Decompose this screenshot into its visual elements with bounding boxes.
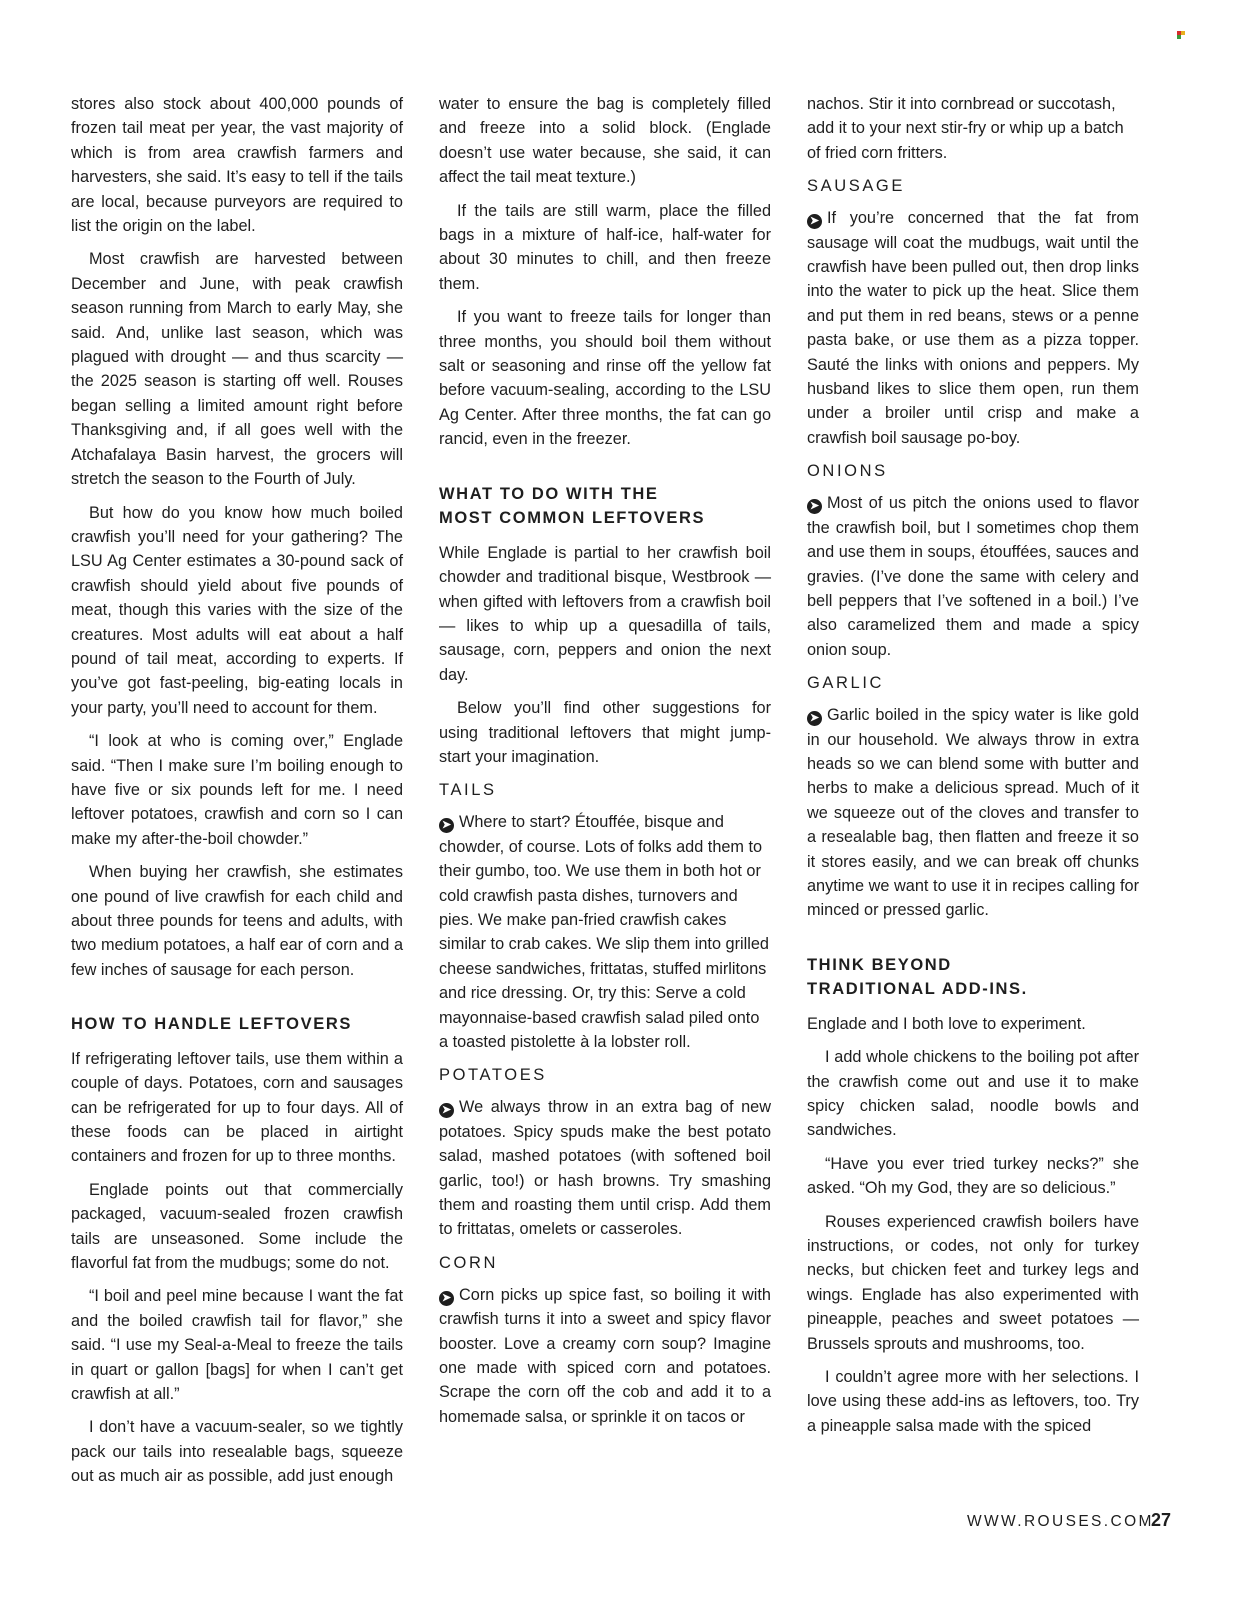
subheading-sausage: SAUSAGE [807,177,905,196]
heading-line: THINK BEYOND [807,955,952,974]
subheading-potatoes: POTATOES [439,1066,547,1085]
paragraph: I don’t have a vacuum-sealer, so we tightly pack our tails into resealable bags, squeeze out as much air as possible, add just enough [71,1418,403,1486]
color-squares-logo-icon [1177,31,1185,39]
paragraph: Englade points out that commercially packaged, vacuum-sealed frozen crawfish tails are unseasoned. Some include the flavorful fat from the mudbugs; some do not. [71,1180,403,1272]
heading-line: TRADITIONAL ADD-INS. [807,980,1028,999]
paragraph: If you want to freeze tails for longer than three months, you should boil them without salt or seasoning and rinse off the yellow fat before vacuum-sealing, according to the LSU Ag Center. After three months, the fat can go rancid, even in the freezer. [439,308,771,449]
arrow-circle-icon: ➤ [439,1103,454,1118]
quote-paragraph: “I boil and peel mine because I want the fat and the boiled crawfish tail for flavor,” she said. “I use my Seal-a-Meal to freeze the tails in quart or gallon [bags] for when I can’t get crawfish at all.” [71,1287,403,1403]
onions-paragraph [807,491,1139,662]
section-heading: HOW TO HANDLE LEFTOVERS [71,1015,352,1034]
paragraph: Below you’ll find other suggestions for using traditional leftovers that might jump-start your imagination. [439,699,771,766]
garlic-paragraph [807,703,1139,923]
paragraph: water to ensure the bag is completely filled and freeze into a solid block. (Englade doesn’t use water because, she said, it can affect the tail meat texture.) [439,95,771,187]
arrow-circle-icon: ➤ [807,499,822,514]
section-heading [439,482,771,531]
subheading-tails: TAILS [439,781,497,800]
corn-text: Corn picks up spice fast, so boiling it with crawfish turns it into a sweet and spicy flavor booster. Love a creamy corn soup? Imagine one made with spiced corn and potatoes. Scrape the corn off the cob and add it to a homemade salsa, or sprinkle it on tacos or [439,1285,771,1426]
column-3 [807,92,1139,1447]
paragraph: I couldn’t agree more with her selections. I love using these add-ins as leftovers, too. Try a pineapple salsa made with the spiced [807,1368,1139,1435]
paragraph: nachos. Stir it into cornbread or succotash, add it to your next stir-fry or whip up a batch of fried corn fritters. [807,95,1124,162]
heading-line: WHAT TO DO WITH THE [439,484,659,503]
corn-paragraph [439,1283,771,1429]
paragraph: Rouses experienced crawfish boilers have instructions, or codes, not only for turkey necks, but chicken feet and turkey legs and wings. Englade has also experimented with pineapple, peaches and sweet potatoes — Brussels sprouts and mushrooms, too. [807,1212,1139,1353]
arrow-circle-icon: ➤ [439,1291,454,1306]
section-heading [807,953,1139,1002]
arrow-circle-icon: ➤ [807,711,822,726]
page-number: 27 [1151,1510,1172,1530]
potatoes-paragraph [439,1095,771,1241]
paragraph: When buying her crawfish, she estimates one pound of live crawfish for each child and about three pounds for teens and adults, with two medium potatoes, a half ear of corn and a few inches of sausage for each person. [71,863,403,979]
paragraph: I add whole chickens to the boiling pot after the crawfish come out and use it to make spicy chicken salad, noodle bowls and sandwiches. [807,1048,1139,1140]
paragraph: If the tails are still warm, place the filled bags in a mixture of half-ice, half-water for about 30 minutes to chill, and then freeze them. [439,201,771,293]
potatoes-text: We always throw in an extra bag of new potatoes. Spicy spuds make the best potato salad, mashed potatoes (with softened boil garlic, too!) or hash browns. Try smashing them and roasting them until crisp. Add them to frittatas, omelets or casseroles. [439,1098,771,1239]
tails-paragraph [439,810,771,1054]
subheading-corn: CORN [439,1253,498,1272]
sausage-text: If you’re concerned that the fat from sausage will coat the mudbugs, wait until the crawfish have been pulled out, then drop links into the water to pick up the heat. Slice them and put them in red beans, stews or a penne pasta bake, or use them as a pizza topper. Sauté the links with onions and peppers. My husband likes to slice them open, run them under a broiler until crisp and make a crawfish boil sausage po-boy. [807,209,1139,447]
arrow-circle-icon: ➤ [807,214,822,229]
arrow-circle-icon: ➤ [439,818,454,833]
subheading-garlic: GARLIC [807,674,885,693]
quote-paragraph: “Have you ever tried turkey necks?” she asked. “Oh my God, they are so delicious.” [807,1154,1139,1198]
quote-paragraph: “I look at who is coming over,” Englade said. “Then I make sure I’m boiling enough to have five or six pounds left for me. I need leftover potatoes, crawfish and corn so I can make my after-the-boil chowder.” [71,732,403,848]
paragraph: If refrigerating leftover tails, use them within a couple of days. Potatoes, corn and sausages can be refrigerated for up to four days. All of these foods can be placed in airtight containers and frozen for up to three months. [71,1049,403,1166]
paragraph: But how do you know how much boiled crawfish you’ll need for your gathering? The LSU Ag Center estimates a 30-pound sack of crawfish should yield about five pounds of meat, though this varies with the size of the creatures. Most adults will eat about a half pound of tail meat, according to experts. If you’ve got fast-peeling, big-eating locals in your party, you’ll need to account for them. [71,503,403,717]
column-1 [71,92,403,1498]
column-2 [439,92,771,1438]
onions-text: Most of us pitch the onions used to flavor the crawfish boil, but I sometimes chop them and use them in soups, étouffées, sauces and gravies. (I’ve done the same with celery and bell peppers that I’ve softened in a boil.) I’ve also caramelized them and made a spicy onion soup. [807,494,1139,659]
sausage-paragraph [807,206,1139,450]
paragraph: Most crawfish are harvested between December and June, with peak crawfish season running from March to early May, she said. And, unlike last season, which was plagued with drought — and thus scarcity — the 2025 season is starting off well. Rouses began selling a limited amount right before Thanksgiving and, if all goes well with the Atchafalaya Basin harvest, the grocers will stretch the season to the Fourth of July. [71,250,403,489]
tails-text: Where to start? Étouffée, bisque and chowder, of course. Lots of folks add them to their gumbo, too. We use them in both hot or cold crawfish pasta dishes, turnovers and pies. We make pan-fried crawfish cakes similar to crab cakes. We slip them into grilled cheese sandwiches, frittatas, stuffed mirlitons and rice dressing. Or, try this: Serve a cold mayonnaise-based crawfish salad piled onto a toasted pistolette à la lobster roll. [439,813,769,1051]
garlic-text: Garlic boiled in the spicy water is like gold in our household. We always throw in extra heads so we can blend some with butter and herbs to make a delicious spread. Much of it we squeeze out of the cloves and transfer to a resealable bag, then flatten and freeze it so it stores easily, and we can break off chunks anytime we want to use it in recipes calling for minced or pressed garlic. [807,706,1139,920]
paragraph: Englade and I both love to experiment. [807,1014,1086,1033]
paragraph: While Englade is partial to her crawfish boil chowder and traditional bisque, Westbrook — when gifted with leftovers from a crawfish boil — likes to whip up a quesadilla of tails, sausage, corn, peppers and onion the next day. [439,543,771,684]
paragraph: stores also stock about 400,000 pounds of frozen tail meat per year, the vast majority of which is from area crawfish farmers and harvesters, she said. It’s easy to tell if the tails are local, because purveyors are required to list the origin on the label. [71,95,403,236]
heading-line: MOST COMMON LEFTOVERS [439,509,706,528]
footer-url[interactable]: WWW.ROUSES.COM [967,1513,1154,1530]
subheading-onions: ONIONS [807,462,888,481]
